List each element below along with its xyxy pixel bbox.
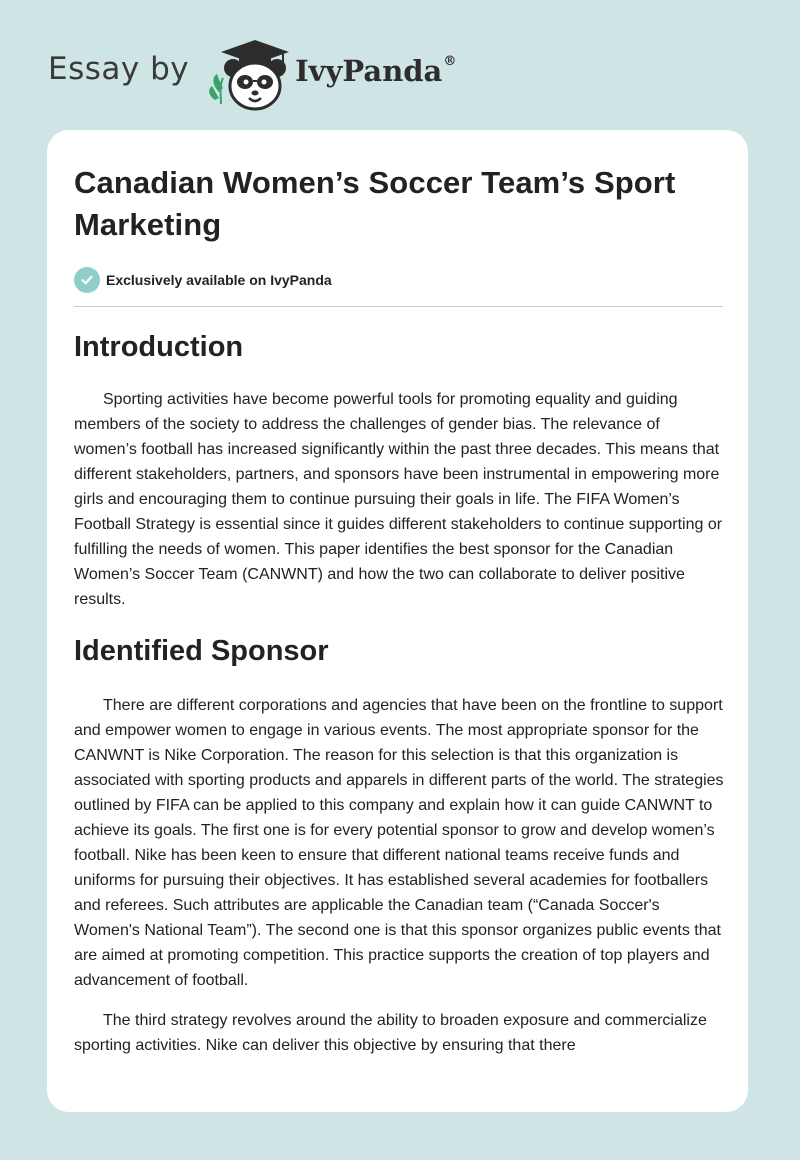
- divider: [74, 306, 723, 307]
- paragraph: Sporting activities have become powerful tools for promoting equality and guiding members of the society to address the challenges of gender bias. The relevance of women’s football has increased significantly within the past three decades. This means that different stakeholders, partners, and sponsors have been instrumental in empowering more girls and encouraging them to continue pursuing their goals in life. The FIFA Women’s Football Strategy is essential since it guides different stakeholders to continue supporting or fulfilling the needs of women. This paper identifies the best sponsor for the Canadian Women’s Soccer Team (CANWNT) and how the two can collaborate to deliver positive results.: [74, 391, 723, 608]
- site-header: [48, 34, 456, 114]
- essay-title: Canadian Women’s Soccer Team’s Sport Marketing: [74, 165, 676, 242]
- section-heading-introduction: Introduction: [74, 331, 244, 363]
- exclusive-badge: [74, 266, 724, 294]
- paragraph: There are different corporations and agencies that have been on the frontline to support and empower women to engage in various events. The most appropriate sponsor for the CANWNT is Nike Corporation. The reason for this selection is that this organization is associated with sporting products and apparels in different parts of the world. The strategies outlined by FIFA can be applied to this company and explain how it can guide CANWNT to achieve its goals. The first one is for every potential sponsor to grow and develop women’s football. Nike has been keen to ensure that different national teams receive funds and uniforms for pursuing their objectives. It has established several academies for footballers and referees. Such attributes are applicable the Canadian team (“Canada Soccer's Women's National Team”). The second one is that this sponsor organizes public events that are aimed at promoting competition. This practice supports the creation of top players and advancement of football.: [74, 697, 724, 989]
- paragraph: The third strategy revolves around the ability to broaden exposure and commercialize sporting activities. Nike can deliver this objective by ensuring that there: [74, 1012, 707, 1054]
- exclusive-text: Exclusively available on IvyPanda: [106, 272, 332, 288]
- registered-mark: ®: [443, 54, 457, 69]
- essay-by-label: Essay by: [48, 51, 190, 87]
- panda-graduate-icon[interactable]: [203, 34, 293, 114]
- brand-name[interactable]: [295, 54, 456, 88]
- essay-card: [47, 130, 748, 1112]
- section-heading-identified-sponsor: Identified Sponsor: [74, 635, 329, 667]
- check-circle-icon: [74, 267, 100, 293]
- brand-text: IvyPanda: [295, 54, 443, 88]
- essay-content: [74, 162, 724, 1058]
